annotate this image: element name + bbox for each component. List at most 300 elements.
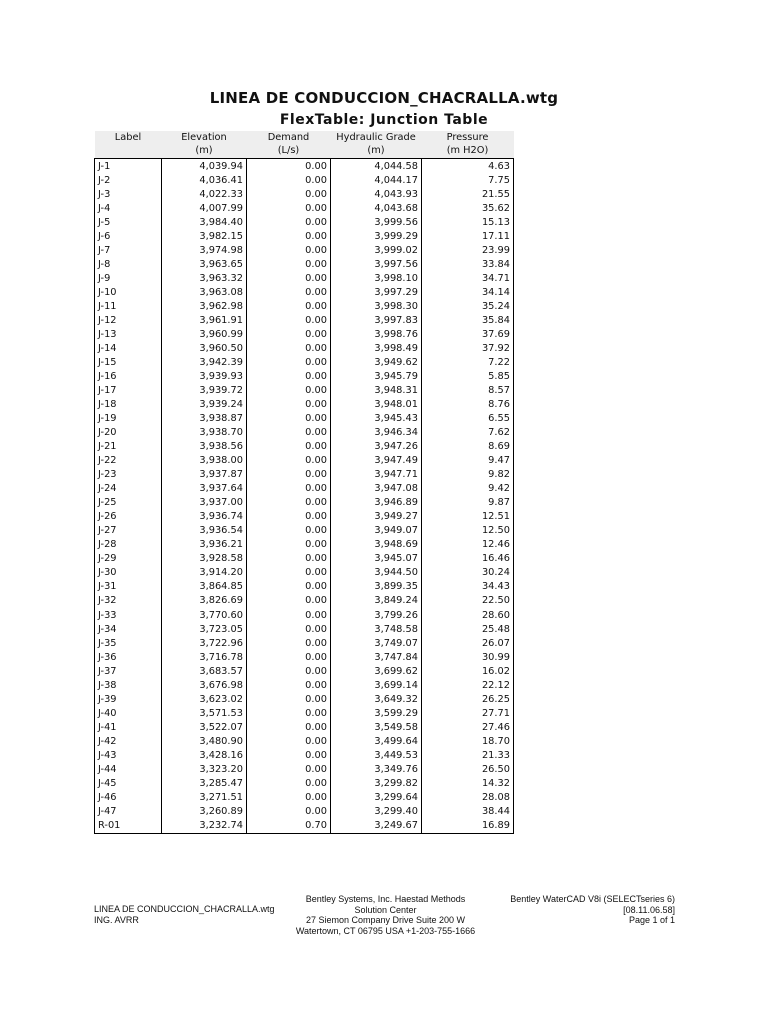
cell-demand: 0.00 [247,243,331,257]
cell-pressure: 7.62 [422,426,514,440]
cell-label: J-33 [95,608,162,622]
cell-pressure: 6.55 [422,412,514,426]
cell-demand: 0.00 [247,566,331,580]
cell-hydraulic-grade: 3,998.30 [331,299,422,313]
cell-pressure: 34.43 [422,580,514,594]
cell-hydraulic-grade: 3,699.14 [331,678,422,692]
cell-hydraulic-grade: 3,946.34 [331,426,422,440]
cell-label: J-18 [95,398,162,412]
cell-label: J-36 [95,650,162,664]
cell-elevation: 3,285.47 [162,776,247,790]
cell-label: J-45 [95,776,162,790]
cell-label: J-14 [95,341,162,355]
header-demand [247,131,331,159]
cell-pressure: 17.11 [422,229,514,243]
table-row [95,818,514,833]
cell-label: J-29 [95,552,162,566]
cell-elevation: 3,571.53 [162,706,247,720]
cell-elevation: 3,963.08 [162,285,247,299]
cell-hydraulic-grade: 3,449.53 [331,748,422,762]
cell-demand: 0.00 [247,790,331,804]
footer-right [470,894,675,926]
cell-hydraulic-grade: 3,948.31 [331,384,422,398]
cell-pressure: 27.46 [422,720,514,734]
cell-hydraulic-grade: 3,944.50 [331,566,422,580]
table-row [95,650,514,664]
cell-pressure: 22.12 [422,678,514,692]
cell-demand: 0.00 [247,804,331,818]
cell-pressure: 15.13 [422,215,514,229]
cell-pressure: 34.14 [422,285,514,299]
cell-pressure: 33.84 [422,257,514,271]
cell-pressure: 16.89 [422,818,514,833]
cell-elevation: 3,937.64 [162,482,247,496]
cell-pressure: 16.02 [422,664,514,678]
cell-hydraulic-grade: 3,549.58 [331,720,422,734]
table-title: FlexTable: Junction Table [279,112,489,128]
cell-elevation: 3,716.78 [162,650,247,664]
cell-demand: 0.00 [247,426,331,440]
cell-elevation: 4,036.41 [162,173,247,187]
cell-pressure: 38.44 [422,804,514,818]
col-unit: (m) [367,145,385,156]
cell-label: J-1 [95,159,162,174]
table-row [95,566,514,580]
cell-demand: 0.00 [247,678,331,692]
header-pressure [422,131,514,159]
cell-label: J-43 [95,748,162,762]
table-row [95,608,514,622]
cell-pressure: 26.07 [422,636,514,650]
cell-demand: 0.00 [247,173,331,187]
cell-hydraulic-grade: 3,998.10 [331,271,422,285]
cell-pressure: 8.76 [422,398,514,412]
cell-elevation: 4,022.33 [162,187,247,201]
cell-elevation: 3,428.16 [162,748,247,762]
table-row [95,706,514,720]
cell-pressure: 22.50 [422,594,514,608]
cell-demand: 0.00 [247,285,331,299]
cell-label: J-10 [95,285,162,299]
col-name: Elevation [181,132,227,143]
cell-hydraulic-grade: 3,747.84 [331,650,422,664]
cell-label: J-23 [95,468,162,482]
table-row [95,454,514,468]
cell-label: J-44 [95,762,162,776]
table-row [95,327,514,341]
header-label [95,131,162,159]
cell-elevation: 3,676.98 [162,678,247,692]
cell-demand: 0.00 [247,159,331,174]
table-row [95,440,514,454]
cell-elevation: 3,963.32 [162,271,247,285]
cell-elevation: 3,942.39 [162,355,247,369]
cell-demand: 0.00 [247,734,331,748]
cell-pressure: 25.48 [422,622,514,636]
cell-pressure: 16.46 [422,552,514,566]
cell-pressure: 37.92 [422,341,514,355]
cell-label: J-21 [95,440,162,454]
cell-demand: 0.00 [247,257,331,271]
cell-label: J-17 [95,384,162,398]
table-row [95,313,514,327]
col-name: Pressure [446,132,489,143]
cell-elevation: 3,938.70 [162,426,247,440]
table-row [95,734,514,748]
cell-demand: 0.00 [247,355,331,369]
cell-demand: 0.00 [247,762,331,776]
cell-elevation: 3,939.72 [162,384,247,398]
cell-demand: 0.00 [247,706,331,720]
cell-hydraulic-grade: 3,997.29 [331,285,422,299]
cell-hydraulic-grade: 3,599.29 [331,706,422,720]
cell-pressure: 18.70 [422,734,514,748]
cell-pressure: 26.25 [422,692,514,706]
footer-city-phone: Watertown, CT 06795 USA +1-203-755-1666 [295,925,476,936]
cell-hydraulic-grade: 3,947.08 [331,482,422,496]
footer-center [283,894,488,936]
cell-pressure: 12.46 [422,538,514,552]
table-row [95,257,514,271]
cell-hydraulic-grade: 3,998.49 [331,341,422,355]
table-row [95,369,514,383]
cell-label: J-3 [95,187,162,201]
cell-label: J-28 [95,538,162,552]
cell-pressure: 7.22 [422,355,514,369]
cell-elevation: 3,937.87 [162,468,247,482]
cell-demand: 0.00 [247,594,331,608]
cell-demand: 0.00 [247,187,331,201]
cell-elevation: 3,936.74 [162,510,247,524]
cell-elevation: 3,936.54 [162,524,247,538]
cell-hydraulic-grade: 3,998.76 [331,327,422,341]
table-row [95,201,514,215]
cell-hydraulic-grade: 3,945.79 [331,369,422,383]
cell-pressure: 28.08 [422,790,514,804]
cell-demand: 0.00 [247,608,331,622]
footer-software: Bentley WaterCAD V8i (SELECTseries 6) [510,894,675,904]
cell-demand: 0.00 [247,692,331,706]
cell-label: R-01 [95,818,162,833]
table-row [95,776,514,790]
cell-label: J-6 [95,229,162,243]
cell-label: J-20 [95,426,162,440]
table-row [95,552,514,566]
table-row [95,426,514,440]
document-title: LINEA DE CONDUCCION_CHACRALLA.wtg [209,89,559,107]
cell-label: J-9 [95,271,162,285]
table-row [95,299,514,313]
footer-author: ING. AVRR [94,914,139,925]
cell-elevation: 3,960.99 [162,327,247,341]
cell-label: J-11 [95,299,162,313]
cell-elevation: 4,007.99 [162,201,247,215]
cell-label: J-19 [95,412,162,426]
cell-elevation: 3,939.93 [162,369,247,383]
cell-elevation: 3,936.21 [162,538,247,552]
cell-demand: 0.00 [247,201,331,215]
table-row [95,355,514,369]
cell-elevation: 3,974.98 [162,243,247,257]
cell-demand: 0.00 [247,454,331,468]
cell-label: J-8 [95,257,162,271]
cell-label: J-31 [95,580,162,594]
table-row [95,580,514,594]
table-row [95,468,514,482]
header-hydraulic-grade [331,131,422,159]
table-row [95,173,514,187]
footer-company-line2: Solution Center [354,904,417,915]
table-row [95,285,514,299]
cell-label: J-7 [95,243,162,257]
cell-pressure: 28.60 [422,608,514,622]
cell-label: J-25 [95,496,162,510]
table-row [95,636,514,650]
cell-label: J-46 [95,790,162,804]
table-row [95,229,514,243]
cell-elevation: 3,962.98 [162,299,247,313]
cell-label: J-40 [95,706,162,720]
cell-demand: 0.00 [247,720,331,734]
cell-demand: 0.00 [247,341,331,355]
cell-elevation: 3,938.56 [162,440,247,454]
table-row [95,524,514,538]
cell-hydraulic-grade: 4,043.68 [331,201,422,215]
cell-pressure: 8.57 [422,384,514,398]
cell-pressure: 27.71 [422,706,514,720]
cell-elevation: 3,480.90 [162,734,247,748]
table-row [95,271,514,285]
table-row [95,215,514,229]
cell-demand: 0.00 [247,327,331,341]
cell-label: J-26 [95,510,162,524]
cell-pressure: 9.87 [422,496,514,510]
cell-elevation: 3,683.57 [162,664,247,678]
cell-demand: 0.00 [247,299,331,313]
cell-label: J-35 [95,636,162,650]
cell-pressure: 5.85 [422,369,514,383]
footer-company: Bentley Systems, Inc. Haestad Methods [305,894,466,904]
cell-demand: 0.70 [247,818,331,833]
cell-demand: 0.00 [247,748,331,762]
cell-elevation: 3,914.20 [162,566,247,580]
cell-hydraulic-grade: 3,949.27 [331,510,422,524]
cell-demand: 0.00 [247,552,331,566]
header-elevation [162,131,247,159]
cell-pressure: 30.24 [422,566,514,580]
cell-hydraulic-grade: 3,947.71 [331,468,422,482]
cell-demand: 0.00 [247,510,331,524]
cell-label: J-5 [95,215,162,229]
cell-label: J-30 [95,566,162,580]
cell-demand: 0.00 [247,524,331,538]
cell-demand: 0.00 [247,538,331,552]
cell-elevation: 3,722.96 [162,636,247,650]
cell-demand: 0.00 [247,384,331,398]
cell-pressure: 9.82 [422,468,514,482]
cell-hydraulic-grade: 3,947.49 [331,454,422,468]
cell-demand: 0.00 [247,369,331,383]
table-body [95,159,514,834]
table-header [95,131,514,159]
cell-elevation: 3,984.40 [162,215,247,229]
table-row [95,622,514,636]
footer-address: 27 Siemon Company Drive Suite 200 W [305,915,466,925]
cell-demand: 0.00 [247,776,331,790]
cell-elevation: 3,963.65 [162,257,247,271]
cell-pressure: 12.51 [422,510,514,524]
cell-hydraulic-grade: 3,999.02 [331,243,422,257]
cell-hydraulic-grade: 3,997.83 [331,313,422,327]
cell-label: J-41 [95,720,162,734]
table-row [95,187,514,201]
cell-hydraulic-grade: 3,945.43 [331,412,422,426]
cell-demand: 0.00 [247,215,331,229]
cell-label: J-15 [95,355,162,369]
cell-hydraulic-grade: 3,945.07 [331,552,422,566]
cell-label: J-24 [95,482,162,496]
cell-label: J-37 [95,664,162,678]
table-row [95,384,514,398]
table-row [95,664,514,678]
cell-pressure: 35.62 [422,201,514,215]
cell-pressure: 4.63 [422,159,514,174]
table-row [95,159,514,174]
cell-demand: 0.00 [247,313,331,327]
cell-pressure: 7.75 [422,173,514,187]
cell-hydraulic-grade: 3,749.07 [331,636,422,650]
cell-demand: 0.00 [247,440,331,454]
cell-hydraulic-grade: 3,899.35 [331,580,422,594]
cell-hydraulic-grade: 3,299.82 [331,776,422,790]
table-row [95,594,514,608]
cell-pressure: 21.55 [422,187,514,201]
table-row [95,678,514,692]
col-name: Demand [267,132,310,143]
cell-elevation: 3,938.00 [162,454,247,468]
cell-label: J-47 [95,804,162,818]
cell-pressure: 30.99 [422,650,514,664]
cell-hydraulic-grade: 3,997.56 [331,257,422,271]
cell-elevation: 3,961.91 [162,313,247,327]
cell-demand: 0.00 [247,650,331,664]
cell-label: J-16 [95,369,162,383]
cell-hydraulic-grade: 3,946.89 [331,496,422,510]
cell-hydraulic-grade: 3,699.62 [331,664,422,678]
cell-elevation: 3,770.60 [162,608,247,622]
cell-demand: 0.00 [247,398,331,412]
cell-pressure: 9.42 [422,482,514,496]
cell-hydraulic-grade: 3,299.64 [331,790,422,804]
cell-elevation: 3,864.85 [162,580,247,594]
cell-label: J-42 [95,734,162,748]
cell-hydraulic-grade: 4,043.93 [331,187,422,201]
cell-pressure: 35.84 [422,313,514,327]
cell-demand: 0.00 [247,580,331,594]
cell-hydraulic-grade: 3,849.24 [331,594,422,608]
table-row [95,496,514,510]
cell-demand: 0.00 [247,496,331,510]
cell-demand: 0.00 [247,412,331,426]
cell-elevation: 3,623.02 [162,692,247,706]
cell-label: J-12 [95,313,162,327]
table-row [95,790,514,804]
cell-hydraulic-grade: 3,947.26 [331,440,422,454]
cell-pressure: 26.50 [422,762,514,776]
cell-elevation: 3,928.58 [162,552,247,566]
cell-hydraulic-grade: 3,949.62 [331,355,422,369]
cell-label: J-39 [95,692,162,706]
cell-label: J-13 [95,327,162,341]
table-row [95,748,514,762]
cell-pressure: 9.47 [422,454,514,468]
cell-label: J-34 [95,622,162,636]
table-row [95,243,514,257]
cell-hydraulic-grade: 3,299.40 [331,804,422,818]
cell-pressure: 23.99 [422,243,514,257]
cell-pressure: 35.24 [422,299,514,313]
junction-table [94,131,514,834]
table-row [95,398,514,412]
table-row [95,692,514,706]
cell-elevation: 4,039.94 [162,159,247,174]
cell-hydraulic-grade: 3,999.56 [331,215,422,229]
cell-pressure: 14.32 [422,776,514,790]
footer-file-name: LINEA DE CONDUCCION_CHACRALLA.wtg [94,904,275,914]
cell-elevation: 3,938.87 [162,412,247,426]
col-unit: (m) [195,145,213,156]
footer-page-number: Page 1 of 1 [628,915,675,925]
footer-left [94,904,275,925]
cell-hydraulic-grade: 3,949.07 [331,524,422,538]
cell-label: J-2 [95,173,162,187]
col-unit: (L/s) [277,145,300,156]
cell-hydraulic-grade: 3,649.32 [331,692,422,706]
cell-label: J-22 [95,454,162,468]
cell-hydraulic-grade: 3,249.67 [331,818,422,833]
cell-elevation: 3,937.00 [162,496,247,510]
cell-elevation: 3,723.05 [162,622,247,636]
col-name: Hydraulic Grade [336,132,416,143]
cell-hydraulic-grade: 3,349.76 [331,762,422,776]
cell-hydraulic-grade: 3,799.26 [331,608,422,622]
cell-label: J-38 [95,678,162,692]
cell-demand: 0.00 [247,636,331,650]
cell-hydraulic-grade: 4,044.58 [331,159,422,174]
cell-elevation: 3,232.74 [162,818,247,833]
cell-pressure: 34.71 [422,271,514,285]
cell-elevation: 3,982.15 [162,229,247,243]
cell-demand: 0.00 [247,482,331,496]
table-row [95,482,514,496]
cell-elevation: 3,826.69 [162,594,247,608]
cell-label: J-4 [95,201,162,215]
cell-pressure: 12.50 [422,524,514,538]
cell-label: J-32 [95,594,162,608]
cell-demand: 0.00 [247,622,331,636]
cell-demand: 0.00 [247,271,331,285]
cell-hydraulic-grade: 3,499.64 [331,734,422,748]
col-name: Label [114,132,142,143]
cell-pressure: 8.69 [422,440,514,454]
cell-hydraulic-grade: 3,748.58 [331,622,422,636]
table-row [95,510,514,524]
cell-hydraulic-grade: 3,948.69 [331,538,422,552]
cell-hydraulic-grade: 3,948.01 [331,398,422,412]
cell-elevation: 3,960.50 [162,341,247,355]
cell-hydraulic-grade: 3,999.29 [331,229,422,243]
table-row [95,762,514,776]
